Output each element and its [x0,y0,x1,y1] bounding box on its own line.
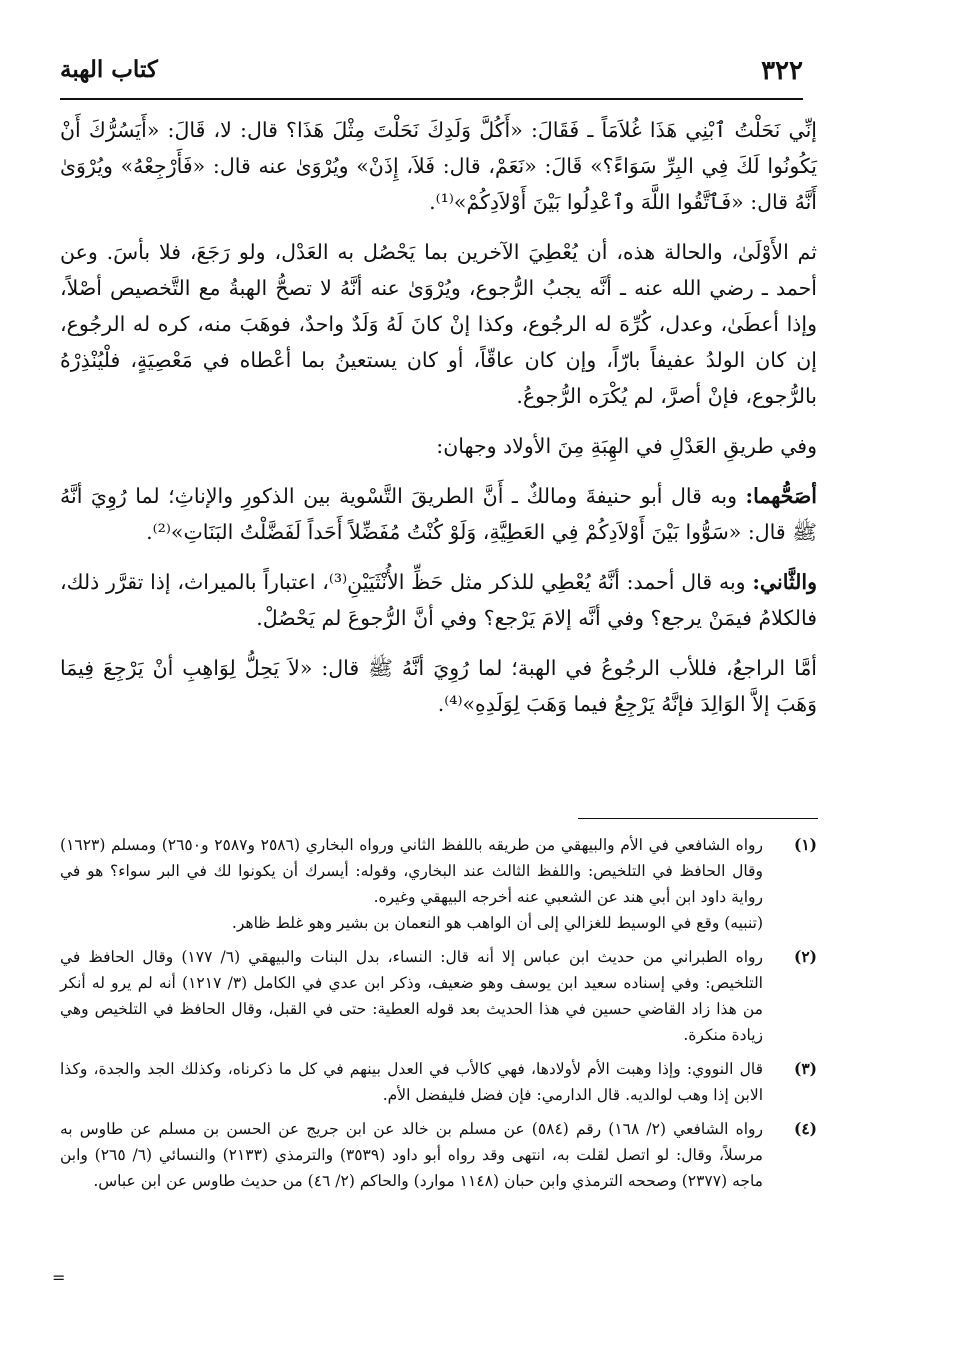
footnote-2 [60,944,817,1048]
footnote-1 [60,832,817,936]
footnote-text: رواه الطبراني من حديث ابن عباس إلا أنه قال: النساء، بدل البنات والبيهقي (٦/ ١٧٧) وقال الحافظ في التلخيص: وفي إسناده سعيد ابن يوسف وهو ضعيف، وذكر ابن عدي في الكامل (٣/ ١٢١٧) أنه لم يرو له أنكر من هذا زاد القاضي حسين في هذا الحديث بعد قوله العطية: حتى في القبل، وقال الحافظ في التلخيص وهي زيادة منكرة. [60,948,763,1044]
running-title: كتاب الهبة [60,56,158,83]
paragraph-text: ثم الأَوْلَىٰ، والحالة هذه، أن يُعْطِيَ الآخرين بما يَحْصُل به العَدْل، ولو رَجَعَ، فلا بأسَ. وعن أحمد ـ رضي الله عنه ـ أنَّه يجبُ الرُّجوع، ويُرْوَىٰ عنه أنَّهُ لا تصحُّ الهبةُ مع التَّخصيص أصْلاً، وإذا أعطَىٰ، وعدل، كُرِّهَ له الرجُوع، وكذا إنْ كانَ لَهُ وَلَدٌ واحدٌ، فوهَبَ منه، كره له الرجُوع، إن كان الولدُ عفيفاً بارّاً، وإن كان عاقّاً، أو كان يستعينُ بما أعْطاه في مَعْصِيَةٍ، فلْيُنْذِرْهُ بالرُّجوع، فإنْ أصرَّ، لم يُكْرَه الرُّجوعُ. [60,240,817,408]
footnote-text: قال النووي: وإذا وهبت الأم لأولادها، فهي كالأب في العدل بينهم في كل ما ذكرناه، وكذلك الجد والجدة، وكذا الابن إذا وهب لوالديه. قال الدارمي: فإن فضل فليفضل الأم. [60,1060,763,1104]
margin-mark: = [52,1268,66,1287]
paragraph-5 [60,564,817,636]
paragraph-text: وبه قال أحمد: أنَّهُ يُعْطِي للذكر مثل حَظِّ الأُنْثَيَيْنِ⁽³⁾، اعتباراً بالميراث، إذا تقرَّر ذلك، فالكلامُ فيمَنْ يرجع؟ وفي أنَّه إلامَ يَرْجع؟ وفي أنَّ الرُّجوعَ لم يَحْصُلْ. [60,570,817,630]
footnote-note: (تنبيه) وقع في الوسيط للغزالي إلى أن الواهب هو النعمان بن بشير وهو غلط ظاهر. [231,914,763,932]
paragraph-text: إنِّي نَحَلْتُ ٱبْنِي هَذَا غُلاَمَاً ـ فَقَالَ: «أَكُلَّ وَلَدِكَ نَحَلْتَ مِثْلَ هَذَا؟ قال: لا، قَالَ: «أَيَسُرُّكَ أَنْ يَكُونُوا لَكَ فِي البِرِّ سَوَاءً؟» قَالَ: «نَعَمْ، قال: فَلاَ، إِذَنْ» ويُرْوَىٰ عنه قال: «فَأَرْجِعْهُ» ويُرْوَىٰ أَنَّهُ قال: «فَٱتَّقُوا اللَّهَ وٱعْدِلُوا بَيْنَ أَوْلاَدِكُمْ»⁽¹⁾. [60,118,817,214]
footnote-4 [60,1116,817,1194]
page-number: ٣٢٢ [761,56,803,86]
paragraph-text: أمَّا الراجعُ، فللأب الرجُوعُ في الهبة؛ لما رُوِيَ أنَّهُ ﷺ قال: «لاَ يَحِلُّ لِوَاهِبِ أنْ يَرْجِعَ فِيمَا وَهَبَ إلاَّ الوَالِدَ فإنَّهُ يَرْجِعُ فيما وَهَبَ لِوَلَدِهِ»⁽⁴⁾. [60,656,817,716]
main-text [60,112,817,736]
paragraph-2 [60,234,817,414]
footnote-number: (٣) [793,1059,817,1078]
paragraph-lead: أصَحُّهما: [745,484,817,508]
footnote-text: رواه الشافعي (٢/ ١٦٨) رقم (٥٨٤) عن مسلم بن خالد عن ابن جريج عن الحسن بن مسلم عن طاوس به مرسلاً، وقال: لو اتصل لقلت به، انتهى وقد رواه أبو داود (٣٥٣٩) والترمذي (٢١٣٣) والنسائي (٦/ ٢٦٥) وابن ماجه (٢٣٧٧) وصححه الترمذي وابن حبان (١١٤٨ موارد) والحاكم (٢/ ٤٦) من حديث طاوس عن ابن عباس. [60,1120,763,1190]
paragraph-4 [60,478,817,550]
paragraph-3 [60,428,817,464]
footnote-number: (١) [793,835,817,854]
footnote-separator [578,818,818,819]
paragraph-text: وفي طريقِ العَدْلِ في الهِبَةِ مِنَ الأولاد وجهان: [436,434,817,458]
paragraph-6 [60,650,817,722]
paragraph-text: وبه قال أبو حنيفةَ ومالكٌ ـ أَنَّ الطريقَ التَّسْوية بين الذكورِ والإناثِ؛ لما رُوِيَ أنَّهُ ﷺ قال: «سَوُّوا بَيْنَ أَوْلاَدِكُمْ فِي العَطِيَّةِ، وَلَوْ كُنْتُ مُفَضِّلاً أَحَداً لَفَضَّلْتُ البَنَاتِ»⁽²⁾. [60,484,817,544]
footnote-text: رواه الشافعي في الأم والبيهقي من طريقه باللفظ الثاني ورواه البخاري (٢٥٨٦ و٢٥٨٧ و٢٦٥٠) ومسلم (١٦٢٣) وقال الحافظ في التلخيص: واللفظ الثالث عند البخاري، وقوله: أيسرك أن يكونوا لك في البر سواء؟ هو في رواية داود ابن أبي هند عن الشعبي عنه أخرجه البيهقي وغيره. [60,836,763,906]
footnotes [60,832,817,1202]
footnote-number: (٤) [793,1119,817,1138]
footnote-3 [60,1056,817,1108]
paragraph-1 [60,112,817,220]
footnote-number: (٢) [793,947,817,966]
page-header [60,52,803,100]
paragraph-lead: والثَّاني: [752,570,817,594]
